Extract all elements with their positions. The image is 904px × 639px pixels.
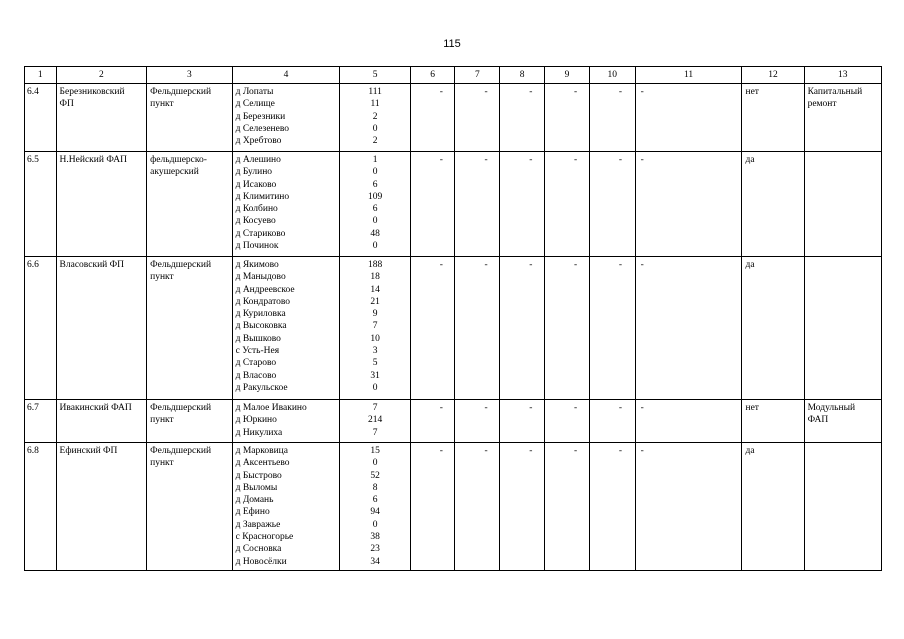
- settlements-list: [232, 443, 340, 571]
- settlements-list-line: д Завражье: [235, 519, 281, 530]
- availability-cell: да: [742, 257, 804, 400]
- population-list-line: 2: [372, 136, 378, 147]
- settlements-list-line: д Маныдово: [235, 272, 286, 283]
- population-list-line: 38: [370, 532, 380, 543]
- population-list-line: 0: [372, 123, 378, 134]
- empty-value-cell: -: [500, 84, 545, 152]
- population-list-line: 8: [372, 482, 378, 493]
- facility-type-line: Фельдшерский: [150, 403, 212, 413]
- settlements-list: [232, 84, 340, 152]
- population-list-line: 0: [372, 458, 378, 469]
- population-list-line: 48: [370, 228, 380, 239]
- column-header: 1: [25, 67, 57, 84]
- row-number: 6.7: [25, 400, 57, 443]
- empty-value-cell: -: [635, 257, 742, 400]
- settlements-list-line: д Якимово: [235, 260, 279, 270]
- population-list: [340, 152, 410, 257]
- population-list-line: 0: [372, 519, 378, 530]
- column-header: 2: [56, 67, 147, 84]
- facilities-table: [24, 66, 882, 571]
- settlements-list-line: д Хребтово: [235, 136, 282, 147]
- empty-value-cell: -: [455, 152, 500, 257]
- note-cell: [804, 400, 881, 443]
- population-list-line: 111: [368, 87, 382, 97]
- facility-type-line: акушерский: [150, 167, 199, 178]
- settlements-list: [232, 257, 340, 400]
- population-list-line: 94: [370, 507, 380, 518]
- column-header: 12: [742, 67, 804, 84]
- population-list-line: 21: [370, 296, 380, 307]
- empty-value-cell: -: [455, 257, 500, 400]
- column-header: 6: [410, 67, 455, 84]
- facility-type: [147, 152, 232, 257]
- population-list-line: 11: [370, 99, 380, 110]
- settlements-list-line: д Климитино: [235, 191, 290, 202]
- population-list-line: 1: [372, 155, 378, 165]
- facility-type: [147, 84, 232, 152]
- row-number: 6.8: [25, 443, 57, 571]
- settlements-list-line: д Власово: [235, 370, 277, 381]
- availability-cell: нет: [742, 84, 804, 152]
- population-list-line: 0: [372, 241, 378, 252]
- empty-value-cell: -: [545, 84, 590, 152]
- availability-cell: да: [742, 152, 804, 257]
- note-cell-line: Капитальный: [807, 87, 863, 97]
- settlements-list-line: д Малое Ивакино: [235, 403, 307, 413]
- facility-name: [56, 400, 147, 443]
- empty-value-cell: -: [589, 443, 635, 571]
- facility-type: [147, 443, 232, 571]
- facility-type-line: Фельдшерский: [150, 260, 212, 270]
- facility-name: [56, 84, 147, 152]
- empty-value-cell: -: [545, 257, 590, 400]
- facility-type-line: фельдшерско-: [150, 155, 207, 165]
- availability-cell: да: [742, 443, 804, 571]
- row-number: 6.6: [25, 257, 57, 400]
- population-list-line: 14: [370, 284, 380, 295]
- empty-value-cell: -: [455, 443, 500, 571]
- settlements-list: [232, 400, 340, 443]
- settlements-list: [232, 152, 340, 257]
- empty-value-cell: -: [589, 400, 635, 443]
- empty-value-cell: -: [500, 257, 545, 400]
- population-list-line: 5: [372, 358, 378, 369]
- facility-type-line: пункт: [150, 99, 174, 110]
- column-header: 5: [340, 67, 410, 84]
- settlements-list-line: д Ефино: [235, 507, 270, 518]
- empty-value-cell: -: [410, 400, 455, 443]
- empty-value-cell: -: [410, 84, 455, 152]
- population-list-line: 7: [372, 427, 378, 438]
- population-list-line: 6: [372, 495, 378, 506]
- facility-name: [56, 443, 147, 571]
- settlements-list-line: д Юркино: [235, 415, 277, 426]
- settlements-list-line: д Выломы: [235, 482, 278, 493]
- facility-type-line: пункт: [150, 415, 174, 426]
- empty-value-cell: -: [635, 152, 742, 257]
- facility-name-line: Ефинский ФП: [59, 446, 118, 456]
- facility-type-line: Фельдшерский: [150, 87, 212, 97]
- facility-name-line: Власовский ФП: [59, 260, 124, 270]
- empty-value-cell: -: [545, 152, 590, 257]
- availability-cell: нет: [742, 400, 804, 443]
- empty-value-cell: -: [545, 443, 590, 571]
- empty-value-cell: -: [455, 400, 500, 443]
- population-list-line: 23: [370, 544, 380, 555]
- empty-value-cell: -: [635, 400, 742, 443]
- note-cell-line: Модульный: [807, 403, 856, 413]
- population-list-line: 6: [372, 204, 378, 215]
- settlements-list-line: д Починок: [235, 241, 279, 252]
- facility-type-line: пункт: [150, 272, 174, 283]
- population-list-line: 214: [367, 415, 383, 426]
- column-header: 10: [589, 67, 635, 84]
- empty-value-cell: -: [545, 400, 590, 443]
- column-header: 4: [232, 67, 340, 84]
- note-cell: [804, 257, 881, 400]
- population-list: [340, 84, 410, 152]
- population-list-line: 6: [372, 179, 378, 190]
- population-list: [340, 443, 410, 571]
- note-cell: [804, 84, 881, 152]
- empty-value-cell: -: [500, 400, 545, 443]
- empty-value-cell: -: [589, 257, 635, 400]
- settlements-list-line: д Быстрово: [235, 470, 282, 481]
- facility-name-line: Березниковский: [59, 87, 125, 97]
- empty-value-cell: -: [500, 443, 545, 571]
- settlements-list-line: д Вышково: [235, 333, 281, 344]
- settlements-list-line: д Исаково: [235, 179, 277, 190]
- facility-type: [147, 400, 232, 443]
- note-cell: [804, 152, 881, 257]
- settlements-list-line: д Селезенево: [235, 123, 290, 134]
- note-cell-line: ремонт: [807, 99, 837, 110]
- empty-value-cell: -: [410, 443, 455, 571]
- settlements-list-line: с Усть-Нея: [235, 346, 280, 357]
- facility-name-line: Н.Нейский ФАП: [59, 155, 127, 165]
- settlements-list-line: д Булино: [235, 167, 273, 178]
- settlements-list-line: д Куриловка: [235, 309, 286, 320]
- table-row: [25, 400, 882, 443]
- population-list-line: 10: [370, 333, 380, 344]
- population-list-line: 9: [372, 309, 378, 320]
- note-cell-line: ФАП: [807, 415, 829, 426]
- settlements-list-line: д Березники: [235, 111, 286, 122]
- facility-name-line: Ивакинский ФАП: [59, 403, 132, 413]
- population-list-line: 52: [370, 470, 380, 481]
- settlements-list-line: д Косуево: [235, 216, 276, 227]
- population-list-line: 0: [372, 382, 378, 393]
- population-list-line: 3: [372, 346, 378, 357]
- population-list-line: 18: [370, 272, 380, 283]
- settlements-list-line: д Селище: [235, 99, 275, 110]
- population-list-line: 0: [372, 216, 378, 227]
- empty-value-cell: -: [455, 84, 500, 152]
- header-row: [25, 67, 882, 84]
- settlements-list-line: д Никулиха: [235, 427, 283, 438]
- row-number: 6.5: [25, 152, 57, 257]
- population-list: [340, 257, 410, 400]
- settlements-list-line: д Стариково: [235, 228, 286, 239]
- settlements-list-line: д Ракульское: [235, 382, 288, 393]
- page-number: 115: [443, 38, 461, 50]
- facility-name: [56, 257, 147, 400]
- empty-value-cell: -: [635, 443, 742, 571]
- empty-value-cell: -: [410, 257, 455, 400]
- empty-value-cell: -: [500, 152, 545, 257]
- settlements-list-line: д Кондратово: [235, 296, 291, 307]
- population-list: [340, 400, 410, 443]
- settlements-list-line: д Новосёлки: [235, 556, 287, 567]
- facility-type: [147, 257, 232, 400]
- table-row: [25, 84, 882, 152]
- settlements-list-line: д Андреевское: [235, 284, 295, 295]
- column-header: 9: [545, 67, 590, 84]
- settlements-list-line: д Алешино: [235, 155, 281, 165]
- empty-value-cell: -: [589, 84, 635, 152]
- table-row: [25, 443, 882, 571]
- facility-name: [56, 152, 147, 257]
- column-header: 13: [804, 67, 881, 84]
- population-list-line: 2: [372, 111, 378, 122]
- column-header: 7: [455, 67, 500, 84]
- population-list-line: 7: [372, 403, 378, 413]
- population-list-line: 188: [367, 260, 383, 270]
- empty-value-cell: -: [635, 84, 742, 152]
- settlements-list-line: д Старово: [235, 358, 277, 369]
- settlements-list-line: д Домань: [235, 495, 274, 506]
- settlements-list-line: д Сосновка: [235, 544, 282, 555]
- facility-type-line: Фельдшерский: [150, 446, 212, 456]
- table-row: [25, 152, 882, 257]
- column-header: 8: [500, 67, 545, 84]
- column-header: 11: [635, 67, 742, 84]
- settlements-list-line: д Высоковка: [235, 321, 287, 332]
- row-number: 6.4: [25, 84, 57, 152]
- empty-value-cell: -: [589, 152, 635, 257]
- empty-value-cell: -: [410, 152, 455, 257]
- population-list-line: 7: [372, 321, 378, 332]
- settlements-list-line: д Аксентьево: [235, 458, 290, 469]
- population-list-line: 34: [370, 556, 380, 567]
- settlements-list-line: д Колбино: [235, 204, 278, 215]
- population-list-line: 109: [367, 191, 383, 202]
- facility-type-line: пункт: [150, 458, 174, 469]
- note-cell: [804, 443, 881, 571]
- population-list-line: 15: [370, 446, 380, 456]
- settlements-list-line: с Красногорье: [235, 532, 294, 543]
- column-header: 3: [147, 67, 232, 84]
- population-list-line: 31: [370, 370, 380, 381]
- population-list-line: 0: [372, 167, 378, 178]
- table-row: [25, 257, 882, 400]
- settlements-list-line: д Марковица: [235, 446, 288, 456]
- settlements-list-line: д Лопаты: [235, 87, 274, 97]
- facility-name-line: ФП: [59, 99, 74, 110]
